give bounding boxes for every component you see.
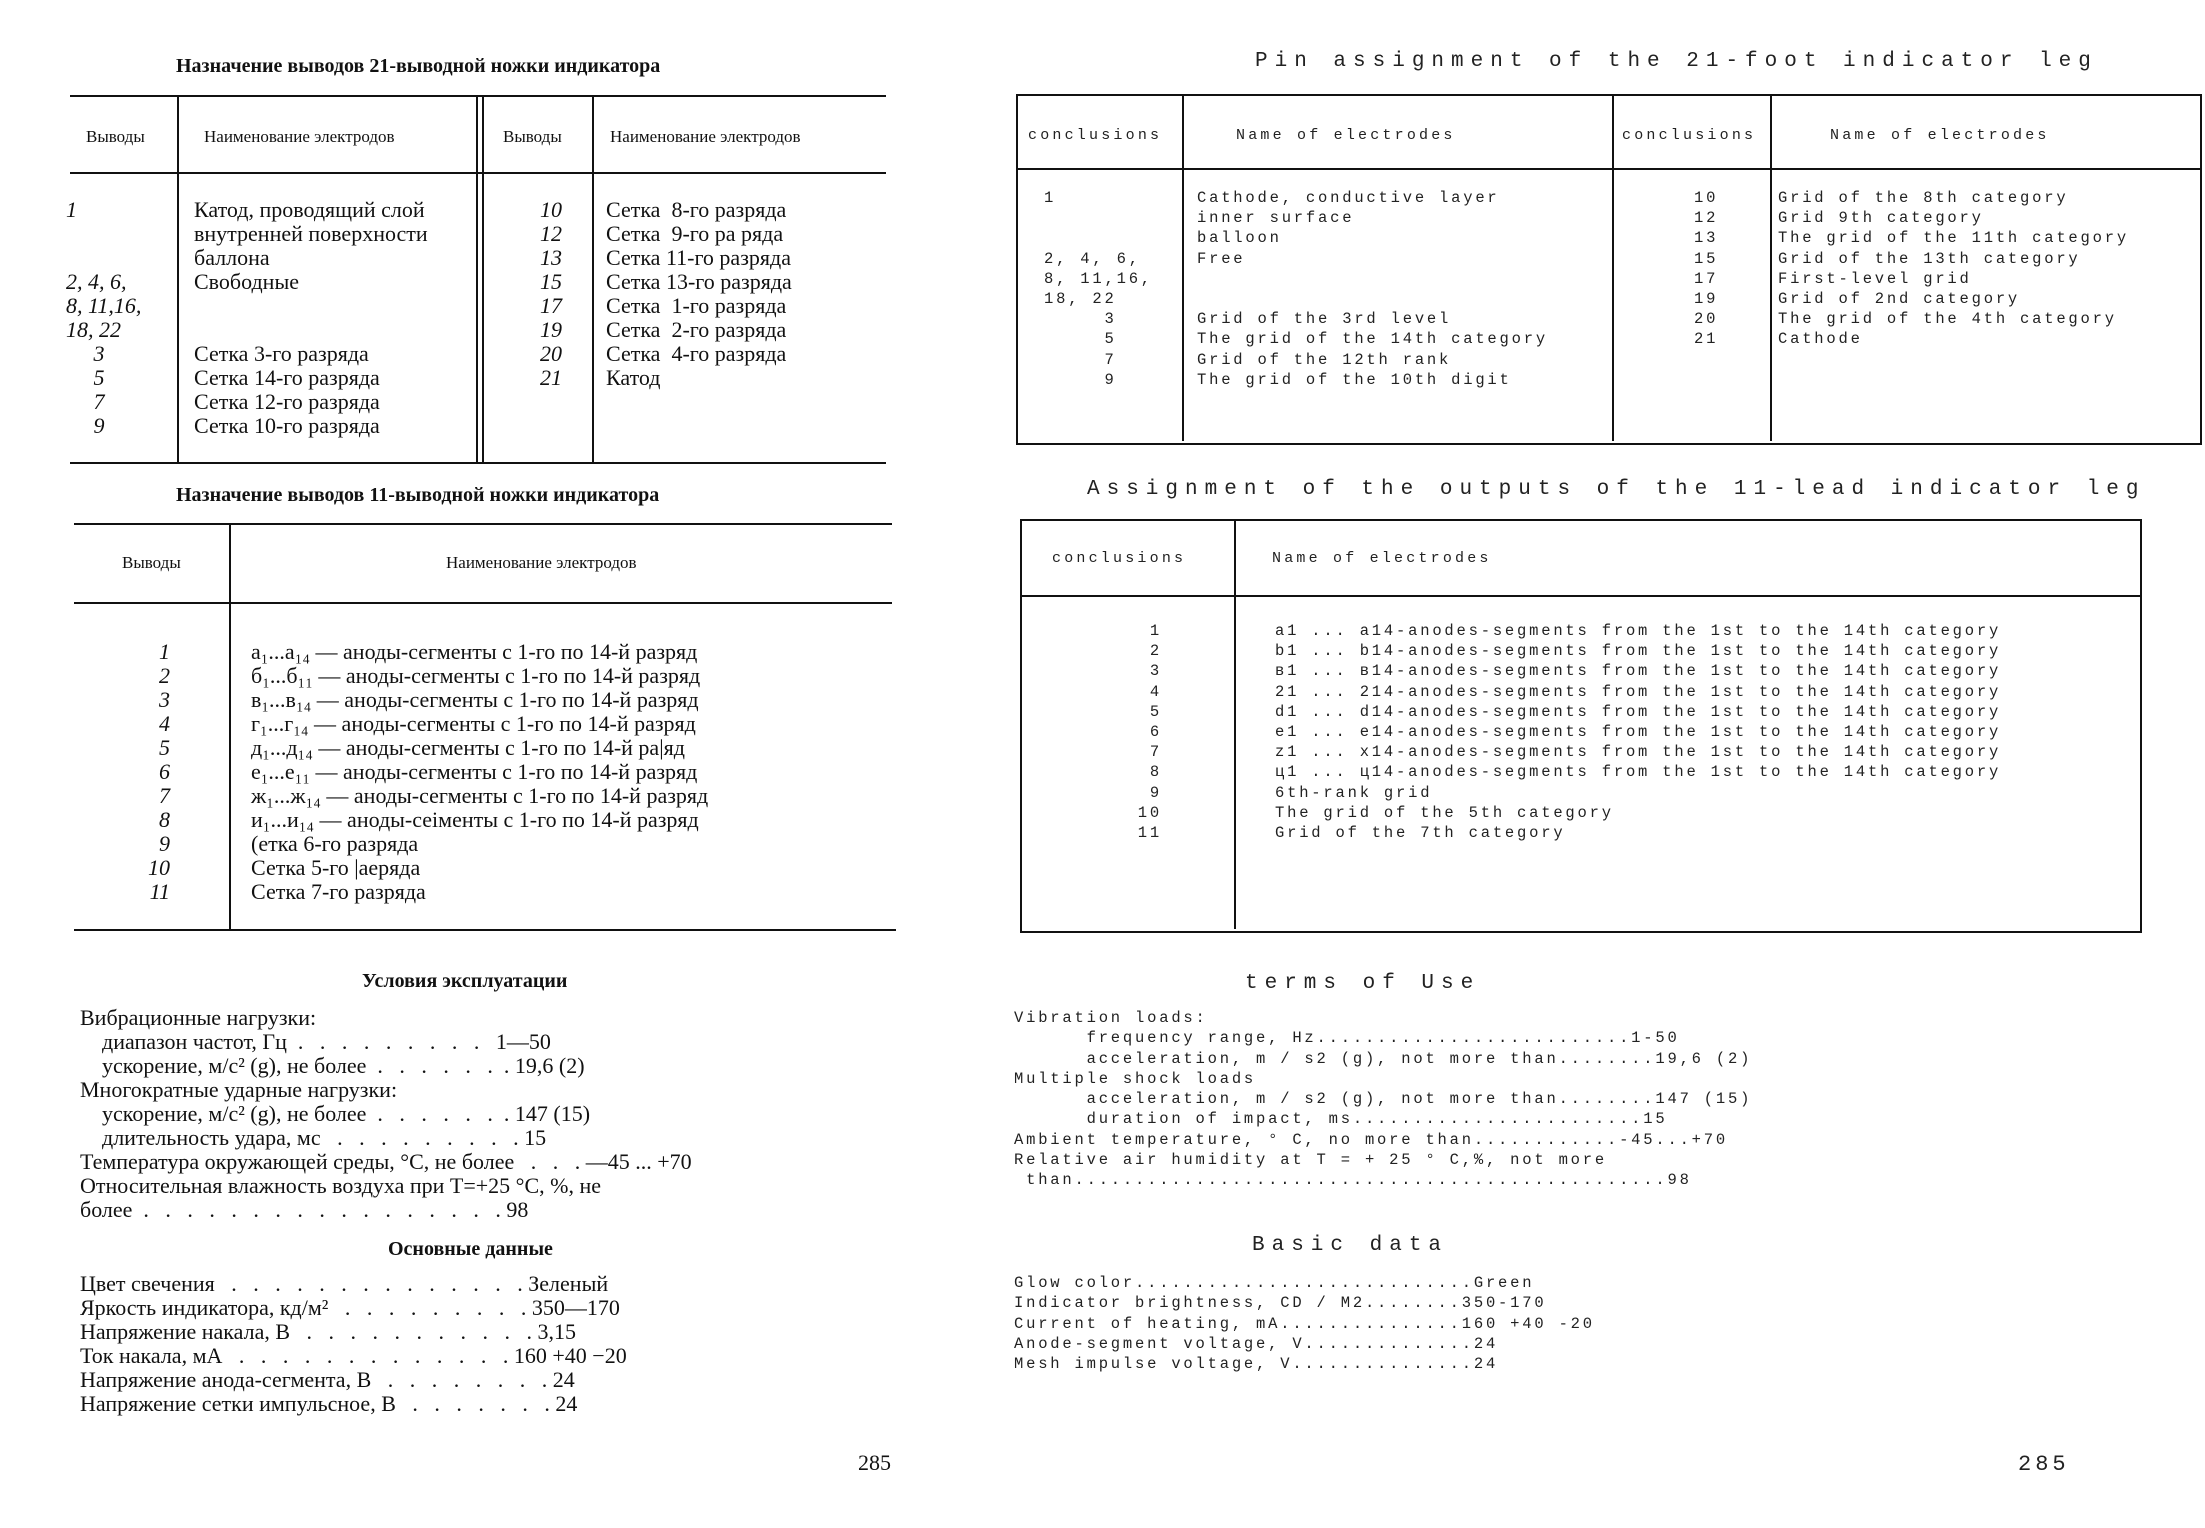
en-table1-col-divider-2 (1612, 96, 1614, 441)
en-table1-header-names-left: Name of electrodes (1236, 127, 1456, 144)
table1-col-divider-2 (592, 97, 594, 462)
table1-header-names-left: Наименование электродов (204, 127, 395, 146)
en-table1-header-pins-left: conclusions (1028, 127, 1163, 144)
en-table2-header-pins: conclusions (1052, 550, 1187, 567)
table1-header-names-right: Наименование электродов (610, 127, 801, 146)
page-number-en: 285 (2018, 1452, 2070, 1477)
en-conditions-title: terms of Use (1245, 972, 1481, 995)
table1-col-divider (177, 97, 179, 462)
en-table1-col-divider-1 (1182, 96, 1184, 441)
table1-left-names: Катод, проводящий слой внутренней поверхности баллона Свободные Сетка 3-го разряда Сетка 14-го разряда Сетка 12-го разряда Сетка 10-го разряда (194, 197, 428, 438)
en-table2-header-names: Name of electrodes (1272, 550, 1492, 567)
table2-pins: 1 2 3 4 5 6 7 8 9 10 11 (148, 639, 170, 904)
table1-double-divider-b (482, 97, 484, 462)
table2-header-rule (74, 602, 892, 604)
en-table1-header-names-right: Name of electrodes (1830, 127, 2050, 144)
table1-bottom-rule (70, 462, 886, 464)
table2-header-pins: Выводы (122, 553, 181, 572)
en-table2-col-divider (1234, 521, 1236, 929)
en-table1-right-pins: 10 12 13 15 17 19 20 21 (1694, 189, 1719, 349)
en-basic-data-title: Basic data (1252, 1234, 1449, 1257)
en-table2-title: Assignment of the outputs of the 11-lead indicator leg (1087, 478, 2146, 501)
en-table2-names: a1 ... a14-anodes-segments from the 1st to the 14th category b1 ... b14-anodes-segments from the 1st to the 14th category в1 ... в14-anodes-segments from the 1st to the 14th category 21 ... 214-anodes-segments from the 1st to the 14th category d1 ... d14-anodes-segments from the 1st to the 14th category e1 ... e14-anodes-segments from the 1st to the 14th category z1 ... x14-anodes-segments from the 1st to the 14th category ц1 ... ц14-anodes-segments from the 1st to the 14th category 6th-rank grid The grid of the 5th category Grid of the 7th category (1275, 622, 2002, 843)
table1-left-pins: 1 2, 4, 6, 8, 11,16, 18, 22 3 5 7 9 (66, 197, 142, 438)
en-table1-left-names: Cathode, conductive layer inner surface balloon Free Grid of the 3rd level The grid of the 14th category Grid of the 12th rank The grid of the 10th digit (1197, 189, 1548, 389)
table1-header-pins-left: Выводы (86, 127, 145, 146)
en-table2-header-rule (1020, 595, 2140, 597)
en-table1-right-names: Grid of the 8th category Grid 9th category The grid of the 11th category Grid of the 13th category First-level grid Grid of 2nd category The grid of the 4th category Cathode (1778, 189, 2129, 349)
table1-right-names: Сетка 8-го разряда Сетка 9-го ра ряда Сетка 11-го разряда Сетка 13-го разряда Сетка 1-го разряда Сетка 2-го разряда Сетка 4-го разряда Катод (606, 197, 792, 390)
table1-top-rule (70, 95, 886, 97)
en-basic-data-text: Glow color............................Green Indicator brightness, CD / M2........350-170 Current of heating, mA...............160 +40 -20 Anode-segment voltage, V..............24 Mesh impulse voltage, V...............24 (1014, 1274, 1595, 1374)
table2-header-names: Наименование электродов (446, 553, 637, 572)
table1-double-divider-a (476, 97, 478, 462)
en-table1-header-pins-right: conclusions (1622, 127, 1757, 144)
table2-top-rule (74, 523, 892, 525)
en-table1-title: Pin assignment of the 21-foot indicator leg (1255, 50, 2098, 73)
table2-col-divider (229, 525, 231, 929)
table2-bottom-rule (74, 929, 896, 931)
table1-header-rule (70, 172, 886, 174)
basic-data-title: Основные данные (388, 1238, 553, 1260)
table1-title: Назначение выводов 21-выводной ножки индикатора (176, 55, 661, 77)
page-number-ru: 285 (858, 1450, 891, 1475)
conditions-text: Вибрационные нагрузки: диапазон частот, Гц . . . . . . . . . 1—50 ускорение, м/с² (g), не более . . . . . . . 19,6 (2) Многократные ударные нагрузки: ускорение, м/с² (g), не более . . . . . . . 147 (15) длительность удара, мс . . . . . . . . . 15 Температура окружающей среды, °С, не более . . . —45 ... +70 Относительная влажность воздуха при Т=+25 °С, %, не более . . . . . . . . . . . . . . . . . 98 (80, 1005, 692, 1222)
table2-names: a₁...a₁₄ — аноды-сегменты с 1-го по 14-й разряд б₁...б₁₁ — аноды-сегменты с 1-го по 14-й разряд в₁...в₁₄ — аноды-сегменты с 1-го по 14-й разряд г₁...г₁₄ — аноды-сегменты с 1-го по 14-й разряд д₁...д₁₄ — аноды-сегменты с 1-го по 14-й ра|яд е₁...е₁₁ — аноды-сегменты с 1-го по 14-й разряд ж₁...ж₁₄ — аноды-сегменты с 1-го по 14-й разряд и₁...и₁₄ — аноды-сеiменты с 1-го по 14-й разряд (етка 6-го разряда Сетка 5-го |аеряда Сетка 7-го разряда (251, 639, 709, 904)
en-conditions-text: Vibration loads: frequency range, Hz..........................1-50 acceleration, m / s2 (g), not more than........19,6 (2) Multiple shock loads acceleration, m / s2 (g), not more than........147 (15) duration of impact, ms........................15 Ambient temperature, ° C, no more than............-45...+70 Relative air humidity at T = + 25 ° C,%, not more than.................................................98 (1014, 1009, 1753, 1190)
en-table1-left-pins: 1 2, 4, 6, 8, 11,16, 18, 22 3 5 7 9 (1044, 189, 1153, 389)
table2-title: Назначение выводов 11-выводной ножки индикатора (176, 484, 660, 506)
basic-data-text: Цвет свечения . . . . . . . . . . . . . . Зеленый Яркость индикатора, кд/м² . . . . . . . . . 350—170 Напряжение накала, В . . . . . . . . . . . 3,15 Ток накала, мА . . . . . . . . . . . . . 160 +40 −20 Напряжение анода-сегмента, В . . . . . . . . 24 Напряжение сетки импульсное, В . . . . . . . 24 (80, 1271, 627, 1416)
en-table1-col-divider-3 (1770, 96, 1772, 441)
en-table2-pins: 1 2 3 4 5 6 7 8 9 10 11 (1137, 622, 1162, 843)
table1-right-pins: 10 12 13 15 17 19 20 21 (540, 197, 562, 390)
table1-header-pins-right: Выводы (503, 127, 562, 146)
conditions-title: Условия эксплуатации (362, 970, 568, 992)
en-table1-header-rule (1016, 168, 2200, 170)
